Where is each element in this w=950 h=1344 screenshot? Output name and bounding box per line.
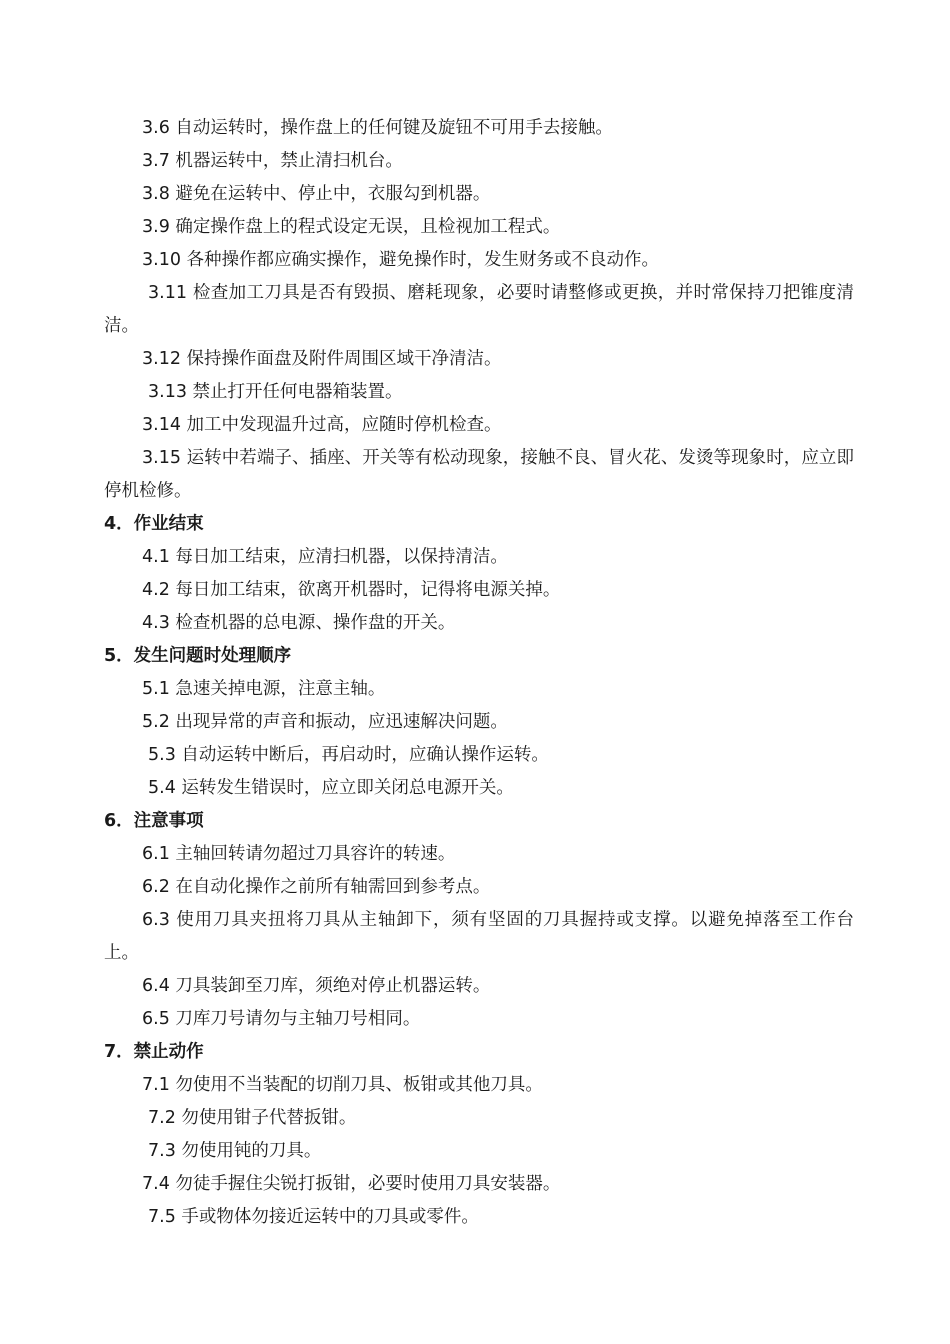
list-item-3-6: 3.6 自动运转时，操作盘上的任何键及旋钮不可用手去接触。 <box>142 118 613 138</box>
list-item-3-12: 3.12 保持操作面盘及附件周围区域干净清洁。 <box>142 349 502 369</box>
list-item-6-1: 6.1 主轴回转请勿超过刀具容许的转速。 <box>142 844 456 864</box>
list-item-5-4: 5.4 运转发生错误时，应立即关闭总电源开关。 <box>148 778 514 798</box>
list-item-3-11: 3.11 检查加工刀具是否有毁损、磨耗现象，必要时请整修或更换，并时常保持刀把锥度清洁。 <box>104 283 854 336</box>
list-item-7-2: 7.2 勿使用钳子代替扳钳。 <box>148 1108 357 1128</box>
list-item-3-8: 3.8 避免在运转中、停止中，衣服勾到机器。 <box>142 184 491 204</box>
section-heading-5: 5．发生问题时处理顺序 <box>104 646 292 666</box>
list-item-3-13: 3.13 禁止打开任何电器箱装置。 <box>148 382 403 402</box>
list-item-3-15: 3.15 运转中若端子、插座、开关等有松动现象，接触不良、冒火花、发烫等现象时，应立即停机检修。 <box>104 448 854 501</box>
section-heading-7: 7．禁止动作 <box>104 1042 204 1062</box>
list-item-3-10: 3.10 各种操作都应确实操作，避免操作时，发生财务或不良动作。 <box>142 250 660 270</box>
list-item-7-3: 7.3 勿使用钝的刀具。 <box>148 1141 322 1161</box>
list-item-3-9: 3.9 确定操作盘上的程式设定无误，且检视加工程式。 <box>142 217 561 237</box>
list-item-7-1: 7.1 勿使用不当装配的切削刀具、板钳或其他刀具。 <box>142 1075 543 1095</box>
list-item-7-5: 7.5 手或物体勿接近运转中的刀具或零件。 <box>148 1207 479 1227</box>
list-item-7-4: 7.4 勿徒手握住尖锐打扳钳，必要时使用刀具安装器。 <box>142 1174 561 1194</box>
list-item-6-5: 6.5 刀库刀号请勿与主轴刀号相同。 <box>142 1009 421 1029</box>
list-item-3-14: 3.14 加工中发现温升过高，应随时停机检查。 <box>142 415 502 435</box>
list-item-5-3: 5.3 自动运转中断后，再启动时，应确认操作运转。 <box>148 745 549 765</box>
list-item-6-2: 6.2 在自动化操作之前所有轴需回到参考点。 <box>142 877 491 897</box>
list-item-5-1: 5.1 急速关掉电源，注意主轴。 <box>142 679 386 699</box>
list-item-6-3: 6.3 使用刀具夹扭将刀具从主轴卸下，须有坚固的刀具握持或支撑。以避免掉落至工作台上。 <box>104 910 854 963</box>
document-body <box>104 112 854 1234</box>
list-item-6-4: 6.4 刀具装卸至刀库，须绝对停止机器运转。 <box>142 976 491 996</box>
section-heading-4: 4．作业结束 <box>104 514 204 534</box>
list-item-3-7: 3.7 机器运转中，禁止清扫机台。 <box>142 151 403 171</box>
list-item-4-1: 4.1 每日加工结束，应清扫机器，以保持清洁。 <box>142 547 508 567</box>
list-item-5-2: 5.2 出现异常的声音和振动，应迅速解决问题。 <box>142 712 508 732</box>
section-heading-6: 6．注意事项 <box>104 811 204 831</box>
list-item-4-3: 4.3 检查机器的总电源、操作盘的开关。 <box>142 613 456 633</box>
list-item-4-2: 4.2 每日加工结束，欲离开机器时，记得将电源关掉。 <box>142 580 561 600</box>
